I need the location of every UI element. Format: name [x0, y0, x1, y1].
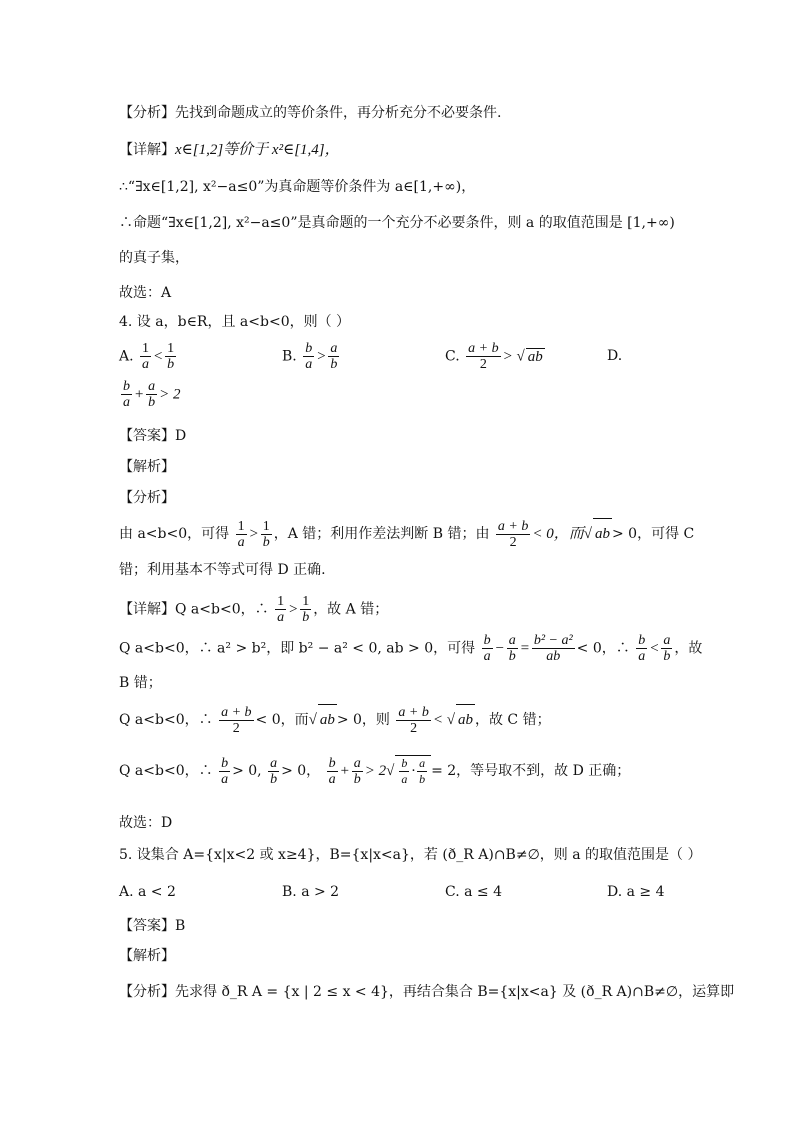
frac-d2-2: $\frac{a}{b}$: [508, 633, 516, 664]
d5b: > 0,: [232, 763, 262, 779]
frac-d5-5: $\frac{b}{a}$: [401, 756, 408, 787]
q4-option-a: A. $\frac{1}{a}$ < $\frac{1}{b}$: [119, 341, 175, 372]
q4-analysis-line-2: 错；利用基本不等式可得 D 正确.: [119, 562, 326, 578]
q4-detail-line-1: 【详解】Q a<b<0，∴ $\frac{1}{a}$ > $\frac{1}{b}$ ，故 A 错；: [119, 594, 389, 625]
frac-d5-2: $\frac{a}{b}$: [270, 755, 278, 787]
frac-d5-6: $\frac{a}{b}$: [419, 756, 426, 787]
frac-d2-5: $\frac{a}{b}$: [663, 633, 671, 664]
d2c: ，故: [674, 640, 703, 657]
q4-option-d-expr: $\frac{b}{a}$ + $\frac{a}{b}$ > 2: [123, 379, 181, 410]
sqrt-ab-3: ab: [456, 704, 475, 735]
detail-line-2: ∴“∃x∈[1,2], x²−a≤0”为真命题等价条件为 a∈[1,+∞)，: [119, 179, 476, 195]
q5-jiexi: 【解析】: [119, 948, 175, 964]
sqrt-ab-1: ab: [593, 518, 612, 549]
d4c: > 0，则: [336, 712, 390, 728]
frac-d2-4: $\frac{b}{a}$: [638, 633, 646, 664]
q4-detail-line-5: Q a<b<0，∴ $\frac{b}{a}$ > 0, $\frac{a}{b}$ > 0， $\frac{b}{a}$ + $\frac{a}{b}$ > 2√ $\frac{b}{a}$ · $\frac{a}{b}$ = 2，等号取不到，故 D 正确；: [119, 755, 631, 787]
option-a-label: A.: [119, 348, 134, 365]
q4-option-b: B. $\frac{b}{a}$ > $\frac{a}{b}$: [282, 341, 338, 372]
frac-d2-1: $\frac{b}{a}$: [483, 633, 491, 664]
frac-a-plus-b-over-2: $\frac{a + b}{2}$: [468, 341, 499, 372]
d4a: Q a<b<0，∴: [119, 712, 213, 728]
q4-choose: 故选：D: [119, 815, 173, 831]
frac-b-over-a: $\frac{b}{a}$: [305, 341, 313, 372]
detail-line-1: [119, 140, 340, 160]
q4-jiexi: 【解析】: [119, 459, 175, 475]
q4-option-c: C. $\frac{a + b}{2}$ > √ ab: [445, 341, 543, 372]
q5-answer: 【答案】B: [119, 918, 186, 934]
q4-detail-line-4: Q a<b<0，∴ $\frac{a + b}{2}$ < 0，而√ ab > 0，则 $\frac{a + b}{2}$ < √ ab ，故 C 错；: [119, 704, 551, 736]
frac-1-over-b: $\frac{1}{b}$: [167, 341, 175, 372]
frac-d1-1: $\frac{1}{a}$: [277, 594, 285, 625]
an1c: < 0，而: [532, 526, 584, 542]
frac-d2-3: $\frac{\text{b² − a²}}{ab}$: [533, 633, 573, 664]
frac-d5-3: $\frac{b}{a}$: [328, 755, 336, 787]
q4-answer: 【答案】D: [119, 428, 187, 444]
d1b: ，故 A 错；: [313, 601, 389, 618]
frac-d5-1: $\frac{b}{a}$: [221, 755, 229, 787]
choose-answer-3: 故选：A: [119, 285, 172, 301]
q4-analysis-line-1: 由 a<b<0，可得 $\frac{1}{a}$ > $\frac{1}{b}$ ，A 错；利用作差法判断 B 错；由 $\frac{a + b}{2}$ < 0，而√ ab > 0，可得 C: [119, 518, 695, 550]
q4-fenxi: 【分析】: [119, 490, 175, 506]
d-expr-tail: > 2: [159, 386, 181, 403]
question-5-stem: 5. 设集合 A={x|x<2 或 x≥4}，B={x|x<a}，若 (ð_R A)∩B≠∅，则 a 的取值范围是（ ）: [119, 847, 702, 863]
q5-option-d: D. a ≥ 4: [607, 884, 665, 900]
frac-d4-2: $\frac{a + b}{2}$: [398, 704, 429, 736]
d5d: = 2，等号取不到，故 D 正确；: [431, 763, 631, 779]
frac-d5-4: $\frac{a}{b}$: [353, 755, 361, 787]
frac-1b: $\frac{1}{b}$: [262, 518, 270, 550]
an1a: 由 a<b<0，可得: [119, 526, 230, 542]
frac-d1-2: $\frac{1}{b}$: [302, 594, 310, 625]
an1b: ，A 错；利用作差法判断 B 错；由: [273, 526, 490, 542]
frac-b-over-a-d: $\frac{b}{a}$: [123, 379, 130, 410]
an1d: > 0，可得 C: [611, 526, 695, 542]
q5-option-a: A. a < 2: [119, 884, 176, 900]
q4-detail-line-3: B 错；: [119, 675, 162, 691]
d5c: > 0，: [281, 763, 321, 779]
d4d: ，故 C 错；: [474, 712, 551, 728]
q4-option-d-label: D.: [607, 348, 623, 364]
d4b: < 0，而: [255, 712, 309, 728]
detail-line-4: 的真子集，: [119, 250, 189, 266]
frac-ab2: $\frac{a + b}{2}$: [497, 518, 529, 550]
q5-option-c: C. a ≤ 4: [445, 884, 502, 900]
d1a: 【详解】Q a<b<0，∴: [119, 601, 269, 618]
option-b-label: B.: [282, 348, 297, 365]
detail-label: 【详解】: [119, 142, 175, 158]
analysis-paragraph-1: 【分析】先找到命题成立的等价条件，再分析充分不必要条件.: [119, 105, 502, 121]
option-c-label: C.: [445, 348, 460, 365]
detail-line-3: ∴命题“∃x∈[1,2], x²−a≤0”是真命题的一个充分不必要条件，则 a 的取值范围是 [1,+∞): [119, 215, 675, 231]
question-4-stem: 4. 设 a，b∈R，且 a<b<0，则（ ）: [119, 314, 351, 330]
q4-detail-line-2: Q a<b<0，∴ a² > b²，即 b² − a² < 0, ab > 0，可得 $\frac{b}{a}$ − $\frac{a}{b}$ = $\frac{\text{b² − a²}}{ab}$ < 0，∴ $\frac{b}{a}$ < $\frac{a}{b}$ ，故: [119, 633, 703, 664]
frac-d4-1: $\frac{a + b}{2}$: [221, 704, 252, 736]
frac-1-over-a: $\frac{1}{a}$: [142, 341, 150, 372]
frac-a-over-b: $\frac{a}{b}$: [330, 341, 338, 372]
d2a: Q a<b<0，∴ a² > b²，即 b² − a² < 0, ab > 0，可得: [119, 640, 476, 657]
frac-a-over-b-d: $\frac{a}{b}$: [148, 379, 156, 410]
q5-option-b: B. a > 2: [282, 884, 340, 900]
frac-1a: $\frac{1}{a}$: [237, 518, 245, 550]
d2b: < 0，∴: [576, 640, 630, 657]
detail-text: x∈[1,2]等价于 x²∈[1,4]，: [175, 142, 340, 158]
sqrt-ab: ab: [527, 348, 543, 365]
sqrt-prod: $\frac{b}{a}$ · $\frac{a}{b}$: [395, 755, 431, 787]
q5-fenxi: 【分析】先求得 ð_R A = {x | 2 ≤ x < 4}，再结合集合 B={x|x<a} 及 (ð_R A)∩B≠∅，运算即: [119, 984, 735, 1000]
d5a: Q a<b<0，∴: [119, 763, 213, 779]
sqrt-ab-2: ab: [318, 704, 337, 735]
